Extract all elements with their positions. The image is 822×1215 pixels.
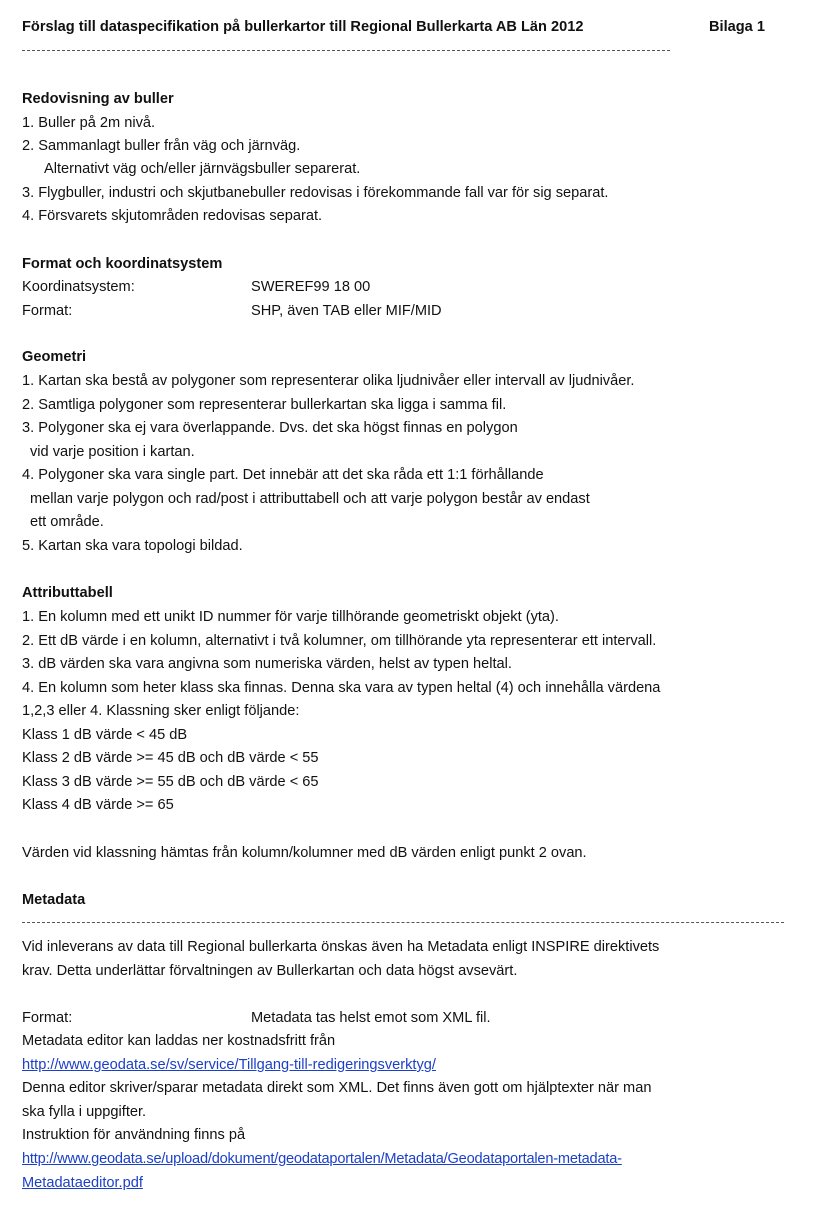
metadata-intro-line: krav. Detta underlättar förvaltningen av Bullerkartan och data högst avsevärt. [22,963,518,979]
redovisning-line: 1. Buller på 2m nivå. [22,115,156,131]
redovisning-line: 2. Sammanlagt buller från väg och järnväg. [22,138,301,154]
metadata-instruction-text: Instruktion för användning finns på [22,1127,246,1143]
metadata-editor-link[interactable]: http://www.geodata.se/sv/service/Tillgang-till-redigeringsverktyg/ [22,1057,436,1073]
section-heading-geometri: Geometri [22,349,87,365]
section-heading-redovisning: Redovisning av buller [22,91,174,107]
format-label: Format: [22,303,73,319]
redovisning-line: 4. Försvarets skjutområden redovisas separat. [22,208,323,224]
metadata-editor-desc: ska fylla i uppgifter. [22,1104,147,1120]
metadata-editor-desc: Denna editor skriver/sparar metadata direkt som XML. Det finns även gott om hjälptexter när man [22,1080,652,1096]
geometri-line: 3. Polygoner ska ej vara överlappande. Dvs. det ska högst finnas en polygon [22,420,518,436]
attribut-class-line: Klass 4 dB värde >= 65 [22,797,174,813]
section-heading-format: Format och koordinatsystem [22,256,223,272]
attribut-line: 2. Ett dB värde i en kolumn, alternativt i två kolumner, om tillhörande yta representerar ett intervall. [22,633,657,649]
metadata-intro-line: Vid inleverans av data till Regional bullerkarta önskas även ha Metadata enligt INSPIRE direktivets [22,939,660,955]
metadata-instruction-link[interactable]: Metadataeditor.pdf [22,1175,143,1191]
attribut-class-line: Klass 3 dB värde >= 55 dB och dB värde < 65 [22,774,319,790]
metadata-instruction-link[interactable]: http://www.geodata.se/upload/dokument/geodataportalen/Metadata/Geodataportalen-metadata- [22,1151,622,1167]
geometri-line: vid varje position i kartan. [30,444,195,460]
geometri-line: 5. Kartan ska vara topologi bildad. [22,538,243,554]
geometri-line: 1. Kartan ska bestå av polygoner som representerar olika ljudnivåer eller intervall av ljudnivåer. [22,373,635,389]
metadata-editor-text: Metadata editor kan laddas ner kostnadsfritt från [22,1033,336,1049]
metadata-format-label: Format: [22,1010,73,1026]
attribut-line: 3. dB värden ska vara angivna som numeriska värden, helst av typen heltal. [22,656,512,672]
section-heading-metadata: Metadata [22,892,86,908]
document-title: Förslag till dataspecifikation på bullerkartor till Regional Bullerkarta AB Län 2012 [22,19,584,35]
section-heading-attribut: Attributtabell [22,585,113,601]
attribut-line: 1,2,3 eller 4. Klassning sker enligt följande: [22,703,300,719]
attribut-class-line: Klass 2 dB värde >= 45 dB och dB värde < 55 [22,750,319,766]
geometri-line: ett område. [30,514,104,530]
header-divider [22,50,670,51]
redovisning-line: 3. Flygbuller, industri och skjutbanebuller redovisas i förekommande fall var för sig separat. [22,185,609,201]
format-label: Koordinatsystem: [22,279,135,295]
format-value: SHP, även TAB eller MIF/MID [251,303,442,319]
geometri-line: 4. Polygoner ska vara single part. Det innebär att det ska råda ett 1:1 förhållande [22,467,544,483]
redovisning-line: Alternativt väg och/eller järnvägsbuller separerat. [44,161,361,177]
format-value: SWEREF99 18 00 [251,279,371,295]
attribut-class-line: Klass 1 dB värde < 45 dB [22,727,188,743]
attribut-note: Värden vid klassning hämtas från kolumn/kolumner med dB värden enligt punkt 2 ovan. [22,845,587,861]
attribut-line: 4. En kolumn som heter klass ska finnas. Denna ska vara av typen heltal (4) och innehålla värdena [22,680,661,696]
metadata-format-value: Metadata tas helst emot som XML fil. [251,1010,491,1026]
appendix-label: Bilaga 1 [709,19,765,35]
attribut-line: 1. En kolumn med ett unikt ID nummer för varje tillhörande geometriskt objekt (yta). [22,609,559,625]
metadata-divider [22,922,784,923]
geometri-line: 2. Samtliga polygoner som representerar bullerkartan ska ligga i samma fil. [22,397,507,413]
geometri-line: mellan varje polygon och rad/post i attributtabell och att varje polygon består av endast [30,491,590,507]
